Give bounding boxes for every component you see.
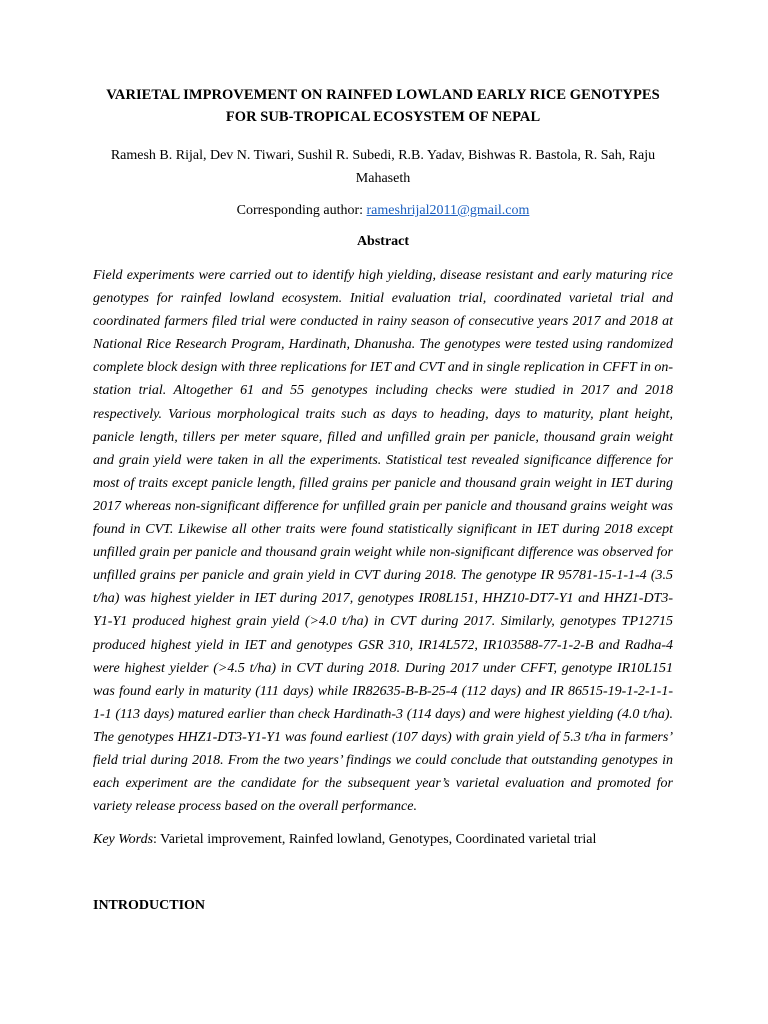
keywords-text: : Varietal improvement, Rainfed lowland, Genotypes, Coordinated varietal trial	[153, 832, 597, 848]
introduction-heading: INTRODUCTION	[93, 898, 206, 914]
abstract-heading: Abstract	[356, 234, 410, 249]
keywords-label: Key Words	[93, 832, 154, 848]
author-list: Ramesh B. Rijal, Dev N. Tiwari, Sushil R. Subedi, R.B. Yadav, Bishwas R. Bastola, R. Sah, Raju Mahaseth	[110, 148, 656, 186]
keywords-line	[93, 830, 673, 850]
corresponding-author-line	[93, 201, 673, 221]
corresponding-author-label: Corresponding author:	[236, 203, 367, 218]
paper-title: VARIETAL IMPROVEMENT ON RAINFED LOWLAND EARLY RICE GENOTYPES FOR SUB-TROPICAL ECOSYSTEM OF NEPAL	[106, 87, 660, 125]
abstract-body: Field experiments were carried out to identify high yielding, disease resistant and early maturing rice genotypes for rainfed lowland ecosystem. Initial evaluation trial, coordinated varietal trial and coordinated farmers filed trial were conducted in rainy season of consecutive years 2017 and 2018 at National Rice Research Program, Hardinath, Dhanusha. The genotypes were tested using randomized complete block design with three replications for IET and CVT and in single replication in CFFT in on-station trial. Altogether 61 and 55 genotypes including checks were studied in 2017 and 2018 respectively. Various morphological traits such as days to heading, days to maturity, plant height, panicle length, tillers per meter square, filled and unfilled grain per panicle, thousand grain weight and grain yield were taken in all the experiments. Statistical test revealed significance difference for most of traits except panicle length, filled grains per panicle and thousand grain weight in IET during 2017 whereas non-significant difference for unfilled grain per panicle and thousand grains weight was found in CVT. Likewise all other traits were found statistically significant in IET during 2018 except unfilled grain per panicle and thousand grain weight while non-significant difference was observed for unfilled grains per panicle and grain yield in CVT during 2018. The genotype IR 95781-15-1-1-4 (3.5 t/ha) was highest yielder in IET during 2017, genotypes IR08L151, HHZ10-DT7-Y1 and HHZ1-DT3-Y1-Y1 produced highest grain yield (>4.0 t/ha) in CVT during 2017. Similarly, genotypes TP12715 produced highest yield in IET and genotypes GSR 310, IR14L572, IR103588-77-1-2-B and Radha-4 were highest yielder (>4.5 t/ha) in CVT during 2018. During 2017 under CFFT, genotype IR10L151 was found early in maturity (111 days) while IR82635-B-B-25-4 (112 days) and IR 86515-19-1-2-1-1-1-1 (113 days) matured earlier than check Hardinath-3 (114 days) and were highest yielding (4.0 t/ha). The genotypes HHZ1-DT3-Y1-Y1 was found earliest (107 days) with grain yield of 5.3 t/ha in farmers’ field trial during 2018. From the two years’ findings we could conclude that outstanding genotypes in each experiment are the candidate for the subsequent year’s varietal evaluation and promoted for variety release process based on the overall performance.	[93, 268, 673, 815]
corresponding-email-link[interactable]: rameshrijal2011@gmail.com	[366, 203, 530, 218]
paper-page	[93, 84, 673, 916]
